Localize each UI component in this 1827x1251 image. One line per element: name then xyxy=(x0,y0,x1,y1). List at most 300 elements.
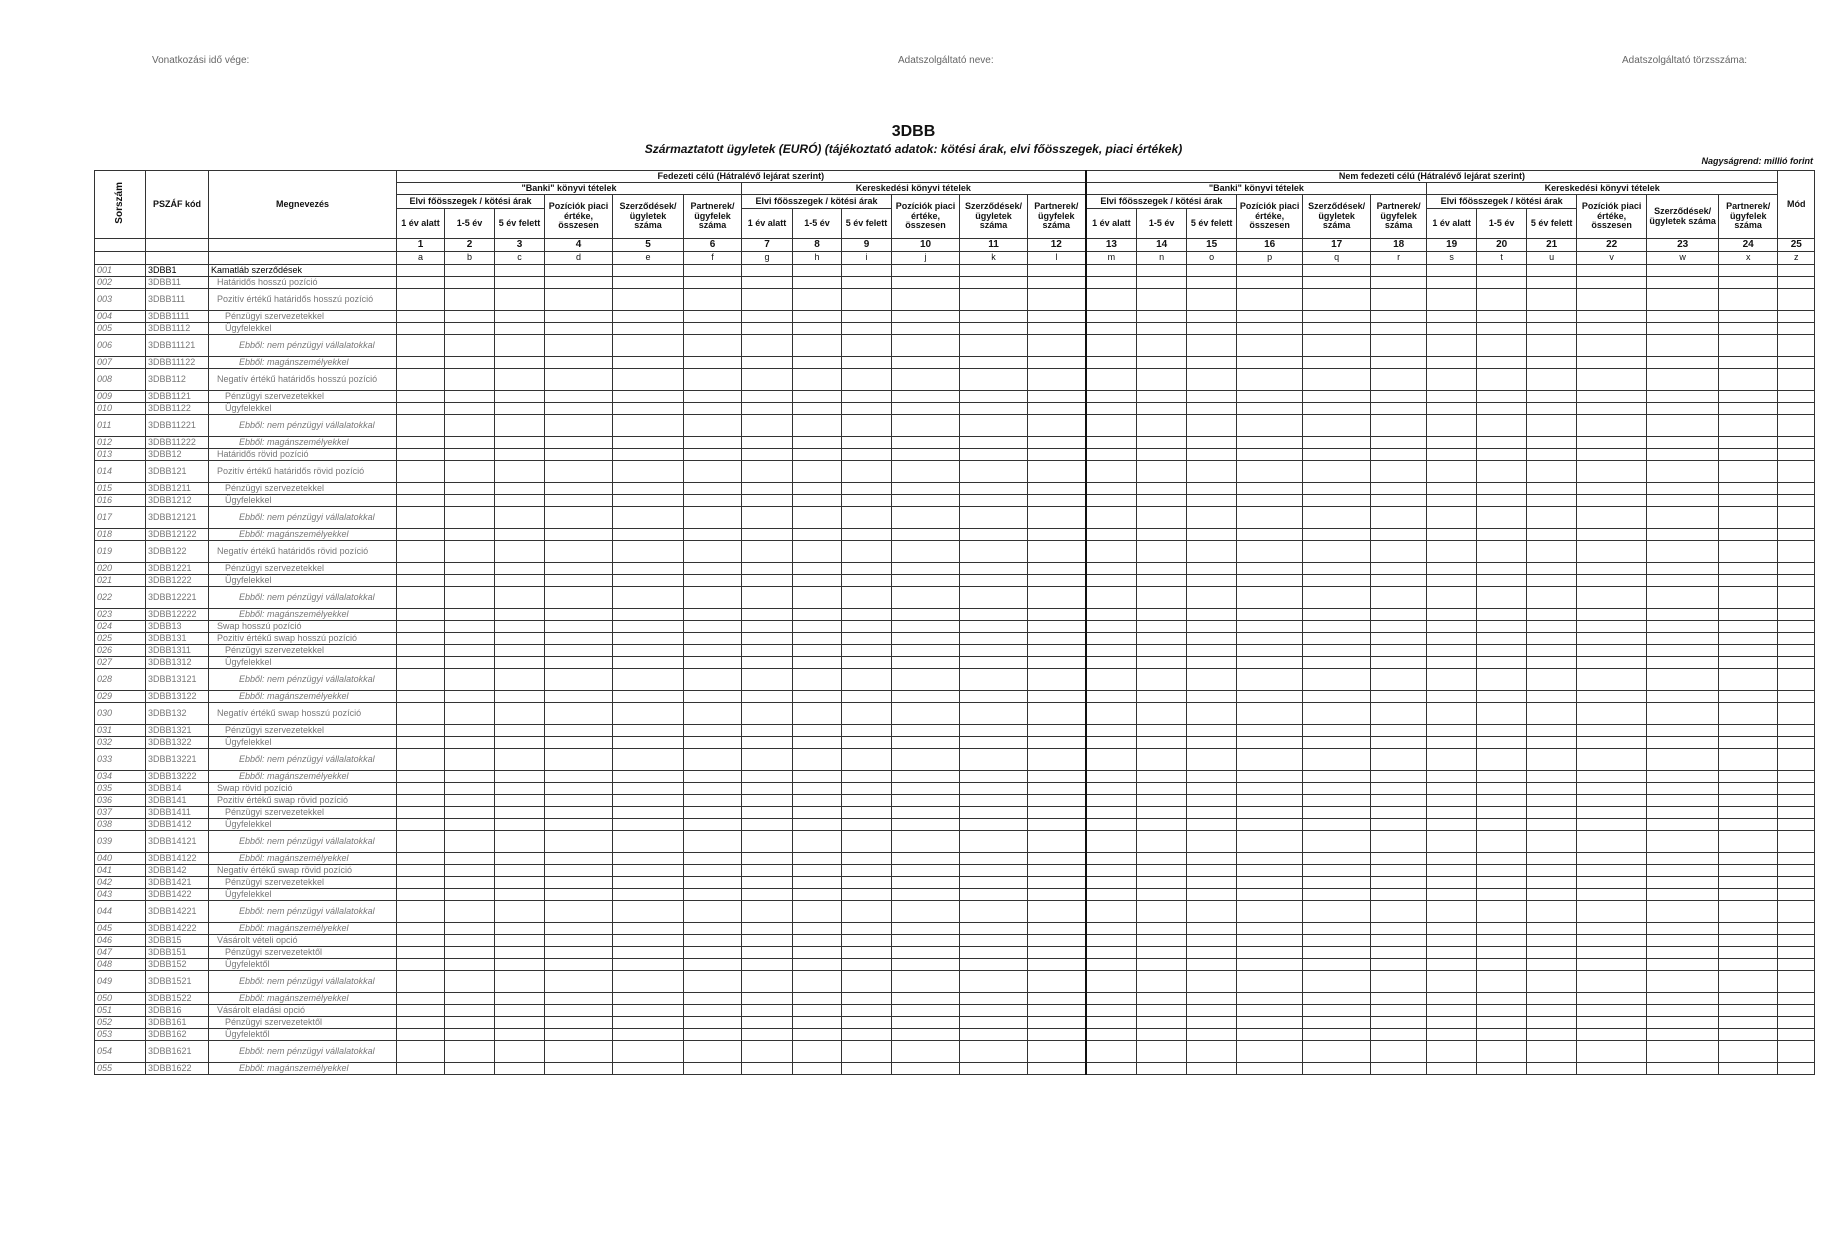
data-cell[interactable] xyxy=(445,947,495,959)
data-cell[interactable] xyxy=(1237,507,1303,529)
data-cell[interactable] xyxy=(445,703,495,725)
data-cell[interactable] xyxy=(1719,853,1778,865)
data-cell[interactable] xyxy=(1427,959,1477,971)
data-cell[interactable] xyxy=(495,725,545,737)
data-cell[interactable] xyxy=(1778,771,1815,783)
data-cell[interactable] xyxy=(1577,369,1647,391)
data-cell[interactable] xyxy=(397,575,445,587)
data-cell[interactable] xyxy=(495,391,545,403)
data-cell[interactable] xyxy=(1028,645,1086,657)
data-cell[interactable] xyxy=(842,495,892,507)
data-cell[interactable] xyxy=(1427,657,1477,669)
data-cell[interactable] xyxy=(1477,901,1527,923)
data-cell[interactable] xyxy=(1719,691,1778,703)
data-cell[interactable] xyxy=(1577,923,1647,935)
data-cell[interactable] xyxy=(1237,959,1303,971)
data-cell[interactable] xyxy=(960,865,1028,877)
data-cell[interactable] xyxy=(1577,889,1647,901)
data-cell[interactable] xyxy=(397,437,445,449)
data-cell[interactable] xyxy=(1477,795,1527,807)
data-cell[interactable] xyxy=(495,483,545,495)
data-cell[interactable] xyxy=(1086,923,1137,935)
data-cell[interactable] xyxy=(1577,633,1647,645)
data-cell[interactable] xyxy=(397,609,445,621)
data-cell[interactable] xyxy=(1647,483,1719,495)
data-cell[interactable] xyxy=(960,725,1028,737)
data-cell[interactable] xyxy=(1477,369,1527,391)
data-cell[interactable] xyxy=(1028,609,1086,621)
data-cell[interactable] xyxy=(684,369,742,391)
data-cell[interactable] xyxy=(1371,749,1427,771)
data-cell[interactable] xyxy=(842,935,892,947)
data-cell[interactable] xyxy=(1577,563,1647,575)
data-cell[interactable] xyxy=(1086,335,1137,357)
data-cell[interactable] xyxy=(1477,289,1527,311)
data-cell[interactable] xyxy=(1137,877,1187,889)
data-cell[interactable] xyxy=(742,783,793,795)
data-cell[interactable] xyxy=(445,391,495,403)
data-cell[interactable] xyxy=(1187,1063,1237,1075)
data-cell[interactable] xyxy=(1477,575,1527,587)
data-cell[interactable] xyxy=(1137,971,1187,993)
data-cell[interactable] xyxy=(1477,483,1527,495)
data-cell[interactable] xyxy=(1527,865,1577,877)
data-cell[interactable] xyxy=(495,461,545,483)
data-cell[interactable] xyxy=(1719,749,1778,771)
data-cell[interactable] xyxy=(793,771,842,783)
data-cell[interactable] xyxy=(1137,575,1187,587)
data-cell[interactable] xyxy=(960,495,1028,507)
data-cell[interactable] xyxy=(1477,529,1527,541)
data-cell[interactable] xyxy=(742,959,793,971)
data-cell[interactable] xyxy=(793,783,842,795)
data-cell[interactable] xyxy=(1371,923,1427,935)
data-cell[interactable] xyxy=(1028,1029,1086,1041)
data-cell[interactable] xyxy=(397,889,445,901)
data-cell[interactable] xyxy=(1137,289,1187,311)
data-cell[interactable] xyxy=(684,935,742,947)
data-cell[interactable] xyxy=(445,609,495,621)
data-cell[interactable] xyxy=(1778,807,1815,819)
data-cell[interactable] xyxy=(842,403,892,415)
data-cell[interactable] xyxy=(842,507,892,529)
data-cell[interactable] xyxy=(1778,449,1815,461)
data-cell[interactable] xyxy=(793,357,842,369)
data-cell[interactable] xyxy=(613,1029,684,1041)
data-cell[interactable] xyxy=(1427,645,1477,657)
data-cell[interactable] xyxy=(1577,335,1647,357)
data-cell[interactable] xyxy=(1577,415,1647,437)
data-cell[interactable] xyxy=(1719,541,1778,563)
data-cell[interactable] xyxy=(1778,575,1815,587)
data-cell[interactable] xyxy=(1237,289,1303,311)
data-cell[interactable] xyxy=(1137,993,1187,1005)
data-cell[interactable] xyxy=(1647,311,1719,323)
data-cell[interactable] xyxy=(1137,737,1187,749)
data-cell[interactable] xyxy=(742,807,793,819)
data-cell[interactable] xyxy=(1527,495,1577,507)
data-cell[interactable] xyxy=(1237,819,1303,831)
data-cell[interactable] xyxy=(1303,795,1371,807)
data-cell[interactable] xyxy=(684,461,742,483)
data-cell[interactable] xyxy=(684,1041,742,1063)
data-cell[interactable] xyxy=(1647,831,1719,853)
data-cell[interactable] xyxy=(545,541,613,563)
data-cell[interactable] xyxy=(1527,771,1577,783)
data-cell[interactable] xyxy=(1427,575,1477,587)
data-cell[interactable] xyxy=(1137,335,1187,357)
data-cell[interactable] xyxy=(1303,541,1371,563)
data-cell[interactable] xyxy=(545,889,613,901)
data-cell[interactable] xyxy=(495,1041,545,1063)
data-cell[interactable] xyxy=(495,609,545,621)
data-cell[interactable] xyxy=(1577,323,1647,335)
data-cell[interactable] xyxy=(1477,749,1527,771)
data-cell[interactable] xyxy=(1086,669,1137,691)
data-cell[interactable] xyxy=(495,415,545,437)
data-cell[interactable] xyxy=(793,1017,842,1029)
data-cell[interactable] xyxy=(1187,783,1237,795)
data-cell[interactable] xyxy=(613,495,684,507)
data-cell[interactable] xyxy=(445,923,495,935)
data-cell[interactable] xyxy=(742,575,793,587)
data-cell[interactable] xyxy=(397,1063,445,1075)
data-cell[interactable] xyxy=(793,495,842,507)
data-cell[interactable] xyxy=(1187,657,1237,669)
data-cell[interactable] xyxy=(960,959,1028,971)
data-cell[interactable] xyxy=(397,323,445,335)
data-cell[interactable] xyxy=(397,289,445,311)
data-cell[interactable] xyxy=(1028,277,1086,289)
data-cell[interactable] xyxy=(1577,971,1647,993)
data-cell[interactable] xyxy=(397,1041,445,1063)
data-cell[interactable] xyxy=(892,725,960,737)
data-cell[interactable] xyxy=(1427,437,1477,449)
data-cell[interactable] xyxy=(960,947,1028,959)
data-cell[interactable] xyxy=(1371,795,1427,807)
data-cell[interactable] xyxy=(1778,691,1815,703)
data-cell[interactable] xyxy=(793,587,842,609)
data-cell[interactable] xyxy=(892,703,960,725)
data-cell[interactable] xyxy=(684,783,742,795)
data-cell[interactable] xyxy=(1778,831,1815,853)
data-cell[interactable] xyxy=(892,403,960,415)
data-cell[interactable] xyxy=(1647,749,1719,771)
data-cell[interactable] xyxy=(842,795,892,807)
data-cell[interactable] xyxy=(1427,461,1477,483)
data-cell[interactable] xyxy=(1028,541,1086,563)
data-cell[interactable] xyxy=(445,461,495,483)
data-cell[interactable] xyxy=(1427,495,1477,507)
data-cell[interactable] xyxy=(1427,311,1477,323)
data-cell[interactable] xyxy=(445,507,495,529)
data-cell[interactable] xyxy=(1647,819,1719,831)
data-cell[interactable] xyxy=(1086,289,1137,311)
data-cell[interactable] xyxy=(1303,277,1371,289)
data-cell[interactable] xyxy=(1577,449,1647,461)
data-cell[interactable] xyxy=(1647,529,1719,541)
data-cell[interactable] xyxy=(1187,1029,1237,1041)
data-cell[interactable] xyxy=(742,437,793,449)
data-cell[interactable] xyxy=(1086,437,1137,449)
data-cell[interactable] xyxy=(793,807,842,819)
data-cell[interactable] xyxy=(613,289,684,311)
data-cell[interactable] xyxy=(684,1063,742,1075)
data-cell[interactable] xyxy=(1778,783,1815,795)
data-cell[interactable] xyxy=(545,923,613,935)
data-cell[interactable] xyxy=(1371,657,1427,669)
data-cell[interactable] xyxy=(1719,449,1778,461)
data-cell[interactable] xyxy=(742,947,793,959)
data-cell[interactable] xyxy=(684,335,742,357)
data-cell[interactable] xyxy=(1477,587,1527,609)
data-cell[interactable] xyxy=(1028,529,1086,541)
data-cell[interactable] xyxy=(1237,449,1303,461)
data-cell[interactable] xyxy=(397,1029,445,1041)
data-cell[interactable] xyxy=(892,947,960,959)
data-cell[interactable] xyxy=(1237,795,1303,807)
data-cell[interactable] xyxy=(1477,853,1527,865)
data-cell[interactable] xyxy=(742,633,793,645)
data-cell[interactable] xyxy=(1086,935,1137,947)
data-cell[interactable] xyxy=(1028,335,1086,357)
data-cell[interactable] xyxy=(445,335,495,357)
data-cell[interactable] xyxy=(1527,645,1577,657)
data-cell[interactable] xyxy=(613,935,684,947)
data-cell[interactable] xyxy=(892,323,960,335)
data-cell[interactable] xyxy=(1647,495,1719,507)
data-cell[interactable] xyxy=(545,703,613,725)
data-cell[interactable] xyxy=(1086,587,1137,609)
data-cell[interactable] xyxy=(1527,993,1577,1005)
data-cell[interactable] xyxy=(1237,935,1303,947)
data-cell[interactable] xyxy=(545,947,613,959)
data-cell[interactable] xyxy=(1028,959,1086,971)
data-cell[interactable] xyxy=(1577,853,1647,865)
data-cell[interactable] xyxy=(1719,1063,1778,1075)
data-cell[interactable] xyxy=(613,901,684,923)
data-cell[interactable] xyxy=(1427,923,1477,935)
data-cell[interactable] xyxy=(1086,357,1137,369)
data-cell[interactable] xyxy=(1477,877,1527,889)
data-cell[interactable] xyxy=(1028,587,1086,609)
data-cell[interactable] xyxy=(684,391,742,403)
data-cell[interactable] xyxy=(1371,449,1427,461)
data-cell[interactable] xyxy=(742,923,793,935)
data-cell[interactable] xyxy=(445,737,495,749)
data-cell[interactable] xyxy=(684,877,742,889)
data-cell[interactable] xyxy=(545,993,613,1005)
data-cell[interactable] xyxy=(1303,771,1371,783)
data-cell[interactable] xyxy=(1028,819,1086,831)
data-cell[interactable] xyxy=(960,541,1028,563)
data-cell[interactable] xyxy=(1647,771,1719,783)
data-cell[interactable] xyxy=(1028,495,1086,507)
data-cell[interactable] xyxy=(1527,265,1577,277)
data-cell[interactable] xyxy=(1527,783,1577,795)
data-cell[interactable] xyxy=(1137,865,1187,877)
data-cell[interactable] xyxy=(1137,357,1187,369)
data-cell[interactable] xyxy=(793,819,842,831)
data-cell[interactable] xyxy=(960,901,1028,923)
data-cell[interactable] xyxy=(684,947,742,959)
data-cell[interactable] xyxy=(1647,563,1719,575)
data-cell[interactable] xyxy=(1303,1041,1371,1063)
data-cell[interactable] xyxy=(1577,795,1647,807)
data-cell[interactable] xyxy=(1477,725,1527,737)
data-cell[interactable] xyxy=(1719,877,1778,889)
data-cell[interactable] xyxy=(613,483,684,495)
data-cell[interactable] xyxy=(742,587,793,609)
data-cell[interactable] xyxy=(1647,737,1719,749)
data-cell[interactable] xyxy=(1028,437,1086,449)
data-cell[interactable] xyxy=(1028,657,1086,669)
data-cell[interactable] xyxy=(1371,621,1427,633)
data-cell[interactable] xyxy=(1187,923,1237,935)
data-cell[interactable] xyxy=(684,993,742,1005)
data-cell[interactable] xyxy=(545,669,613,691)
data-cell[interactable] xyxy=(1527,323,1577,335)
data-cell[interactable] xyxy=(1086,749,1137,771)
data-cell[interactable] xyxy=(495,645,545,657)
data-cell[interactable] xyxy=(1371,265,1427,277)
data-cell[interactable] xyxy=(742,691,793,703)
data-cell[interactable] xyxy=(445,1029,495,1041)
data-cell[interactable] xyxy=(1778,703,1815,725)
data-cell[interactable] xyxy=(495,1029,545,1041)
data-cell[interactable] xyxy=(842,853,892,865)
data-cell[interactable] xyxy=(1427,529,1477,541)
data-cell[interactable] xyxy=(1303,831,1371,853)
data-cell[interactable] xyxy=(793,277,842,289)
data-cell[interactable] xyxy=(1303,783,1371,795)
data-cell[interactable] xyxy=(1577,703,1647,725)
data-cell[interactable] xyxy=(545,507,613,529)
data-cell[interactable] xyxy=(1577,311,1647,323)
data-cell[interactable] xyxy=(842,691,892,703)
data-cell[interactable] xyxy=(1527,507,1577,529)
data-cell[interactable] xyxy=(545,771,613,783)
data-cell[interactable] xyxy=(445,403,495,415)
data-cell[interactable] xyxy=(445,831,495,853)
data-cell[interactable] xyxy=(397,277,445,289)
data-cell[interactable] xyxy=(1778,795,1815,807)
data-cell[interactable] xyxy=(1371,819,1427,831)
data-cell[interactable] xyxy=(445,621,495,633)
data-cell[interactable] xyxy=(842,1041,892,1063)
data-cell[interactable] xyxy=(1577,993,1647,1005)
data-cell[interactable] xyxy=(960,575,1028,587)
data-cell[interactable] xyxy=(1647,923,1719,935)
data-cell[interactable] xyxy=(1086,507,1137,529)
data-cell[interactable] xyxy=(742,495,793,507)
data-cell[interactable] xyxy=(613,403,684,415)
data-cell[interactable] xyxy=(1719,737,1778,749)
data-cell[interactable] xyxy=(960,277,1028,289)
data-cell[interactable] xyxy=(1778,877,1815,889)
data-cell[interactable] xyxy=(1719,563,1778,575)
data-cell[interactable] xyxy=(892,657,960,669)
data-cell[interactable] xyxy=(397,449,445,461)
data-cell[interactable] xyxy=(1086,541,1137,563)
data-cell[interactable] xyxy=(1778,391,1815,403)
data-cell[interactable] xyxy=(1086,971,1137,993)
data-cell[interactable] xyxy=(842,669,892,691)
data-cell[interactable] xyxy=(684,507,742,529)
data-cell[interactable] xyxy=(1719,771,1778,783)
data-cell[interactable] xyxy=(960,1063,1028,1075)
data-cell[interactable] xyxy=(793,633,842,645)
data-cell[interactable] xyxy=(793,529,842,541)
data-cell[interactable] xyxy=(1577,877,1647,889)
data-cell[interactable] xyxy=(1477,703,1527,725)
data-cell[interactable] xyxy=(1427,391,1477,403)
data-cell[interactable] xyxy=(1371,289,1427,311)
data-cell[interactable] xyxy=(892,865,960,877)
data-cell[interactable] xyxy=(1719,369,1778,391)
data-cell[interactable] xyxy=(742,795,793,807)
data-cell[interactable] xyxy=(1719,621,1778,633)
data-cell[interactable] xyxy=(1086,877,1137,889)
data-cell[interactable] xyxy=(1778,971,1815,993)
data-cell[interactable] xyxy=(397,403,445,415)
data-cell[interactable] xyxy=(1778,819,1815,831)
data-cell[interactable] xyxy=(793,575,842,587)
data-cell[interactable] xyxy=(1187,1017,1237,1029)
data-cell[interactable] xyxy=(1427,633,1477,645)
data-cell[interactable] xyxy=(1371,311,1427,323)
data-cell[interactable] xyxy=(793,437,842,449)
data-cell[interactable] xyxy=(1647,935,1719,947)
data-cell[interactable] xyxy=(960,621,1028,633)
data-cell[interactable] xyxy=(397,335,445,357)
data-cell[interactable] xyxy=(1719,993,1778,1005)
data-cell[interactable] xyxy=(1137,437,1187,449)
data-cell[interactable] xyxy=(1237,391,1303,403)
data-cell[interactable] xyxy=(742,563,793,575)
data-cell[interactable] xyxy=(1427,807,1477,819)
data-cell[interactable] xyxy=(842,947,892,959)
data-cell[interactable] xyxy=(793,645,842,657)
data-cell[interactable] xyxy=(1527,587,1577,609)
data-cell[interactable] xyxy=(1527,633,1577,645)
data-cell[interactable] xyxy=(1577,621,1647,633)
data-cell[interactable] xyxy=(1237,483,1303,495)
data-cell[interactable] xyxy=(684,449,742,461)
data-cell[interactable] xyxy=(1371,529,1427,541)
data-cell[interactable] xyxy=(1719,725,1778,737)
data-cell[interactable] xyxy=(842,1029,892,1041)
data-cell[interactable] xyxy=(397,541,445,563)
data-cell[interactable] xyxy=(445,1005,495,1017)
data-cell[interactable] xyxy=(793,323,842,335)
data-cell[interactable] xyxy=(1371,935,1427,947)
data-cell[interactable] xyxy=(1303,575,1371,587)
data-cell[interactable] xyxy=(742,621,793,633)
data-cell[interactable] xyxy=(742,889,793,901)
data-cell[interactable] xyxy=(892,877,960,889)
data-cell[interactable] xyxy=(1237,1029,1303,1041)
data-cell[interactable] xyxy=(960,529,1028,541)
data-cell[interactable] xyxy=(684,563,742,575)
data-cell[interactable] xyxy=(1778,853,1815,865)
data-cell[interactable] xyxy=(1371,771,1427,783)
data-cell[interactable] xyxy=(445,669,495,691)
data-cell[interactable] xyxy=(1477,323,1527,335)
data-cell[interactable] xyxy=(684,403,742,415)
data-cell[interactable] xyxy=(1137,1041,1187,1063)
data-cell[interactable] xyxy=(495,971,545,993)
